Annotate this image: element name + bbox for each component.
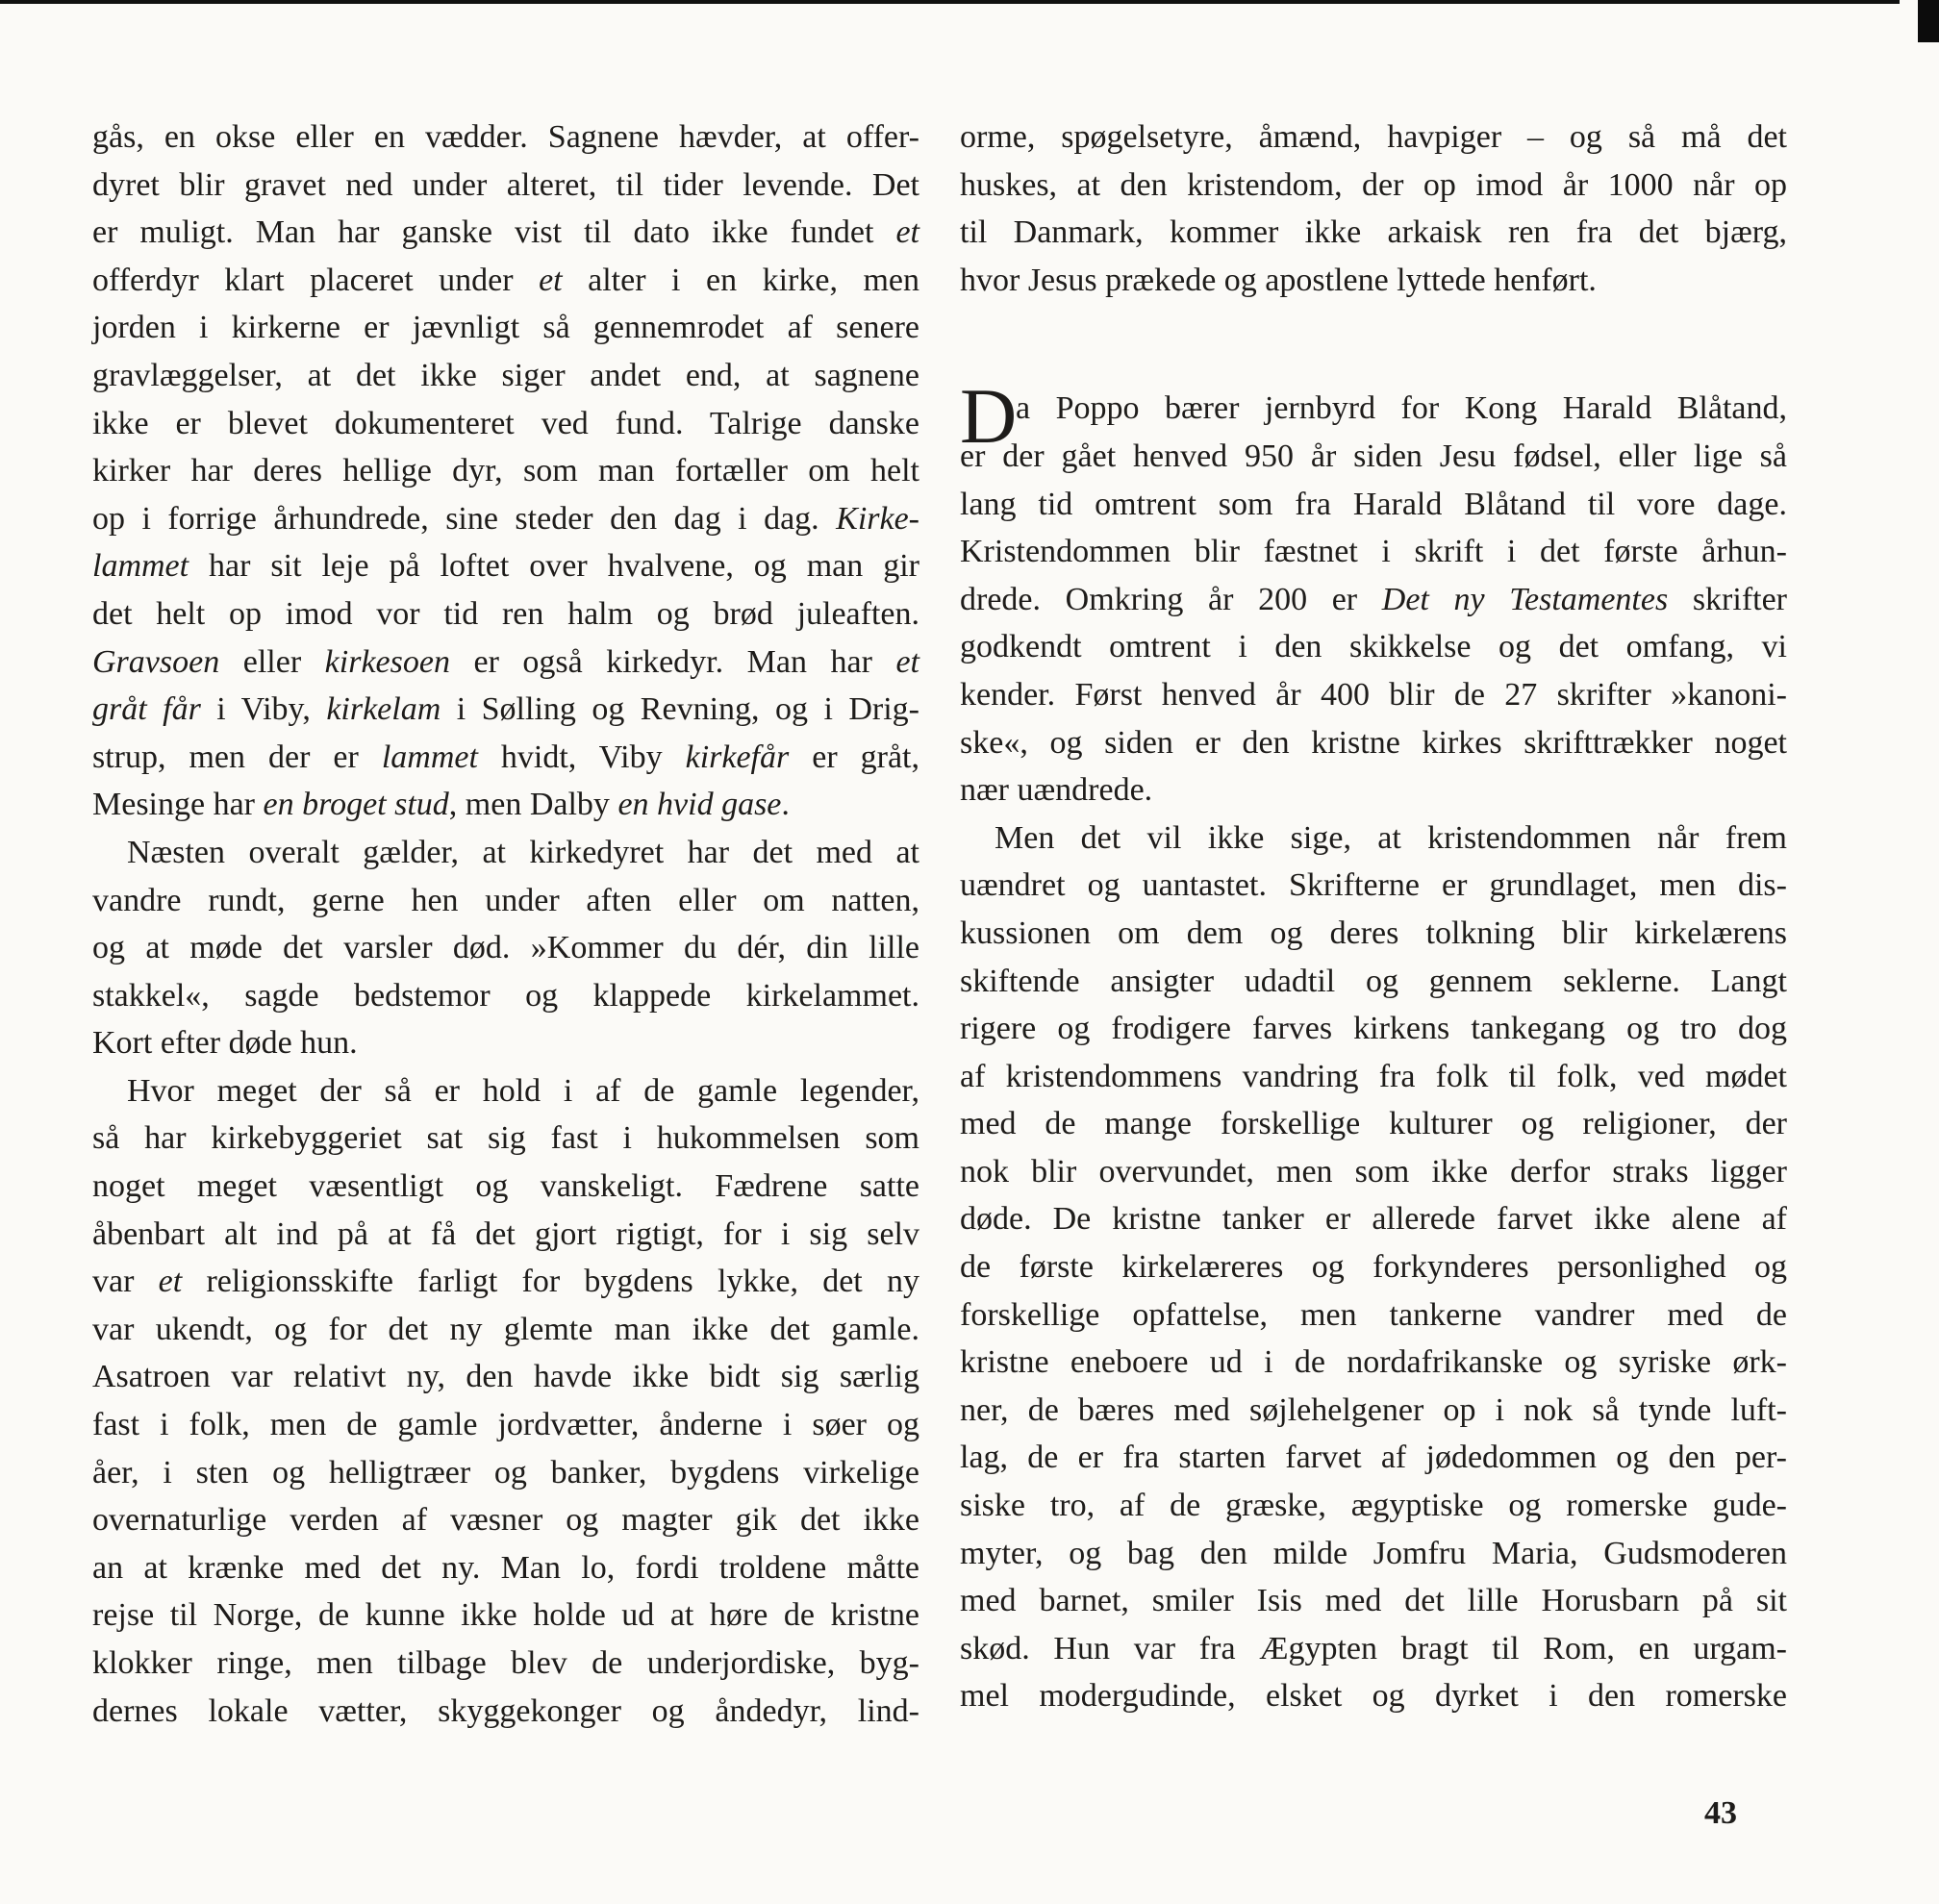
text-line: lammet har sit leje på loftet over hvalvene, og man gir: [92, 548, 919, 585]
paragraph-1: [960, 113, 1787, 304]
text-line: huskes, at den kristendom, der op imod år 1000 når op: [960, 166, 1787, 203]
text-line: godkendt omtrent i den skikkelse og det omfang, vi: [960, 629, 1787, 665]
text-line: mel modergudinde, elsket og dyrket i den romerske: [960, 1678, 1787, 1715]
text-line: a Poppo bærer jernbyrd for Kong Harald Blåtand,: [1016, 390, 1787, 427]
text-line: skød. Hun var fra Ægypten bragt til Rom, en urgam-: [960, 1630, 1787, 1666]
text-line: klokker ringe, men tilbage blev de underjordiske, byg-: [92, 1645, 919, 1681]
text-line: jorden i kirkerne er jævnligt så gennemrodet af senere: [92, 310, 919, 346]
text-line: forskellige opfattelse, men tankerne vandrer med de: [960, 1296, 1787, 1333]
text-line: offerdyr klart placeret under et alter i en kirke, men: [92, 262, 919, 298]
text-line: drede. Omkring år 200 er Det ny Testamentes skrifter: [960, 581, 1787, 617]
text-line: dernes lokale vætter, skyggekonger og åndedyr, lind-: [92, 1692, 919, 1729]
top-border-rule: [0, 0, 1900, 4]
text-line: åbenbart alt ind på at få det gjort rigtigt, for i sig selv: [92, 1215, 919, 1252]
text-line: det helt op imod vor tid ren halm og brød juleaften.: [92, 595, 919, 632]
text-line: Asatroen var relativt ny, den havde ikke bidt sig særlig: [92, 1359, 919, 1395]
text-line: noget meget væsentligt og vanskeligt. Fædrene satte: [92, 1168, 919, 1205]
text-line: op i forrige århundrede, sine steder den dag i dag. Kirke-: [92, 500, 919, 537]
text-line: er der gået henved 950 år siden Jesu fødsel, eller lige så: [960, 438, 1787, 474]
text-line: gås, en okse eller en vædder. Sagnene hævder, at offer-: [92, 119, 919, 155]
text-line: dyret blir gravet ned under alteret, til tider levende. Det: [92, 166, 919, 203]
text-line: gråt får i Viby, kirkelam i Sølling og Revning, og i Drig-: [92, 691, 920, 728]
text-line: lag, de er fra starten farvet af jødedommen og den per-: [960, 1440, 1787, 1476]
text-line: med de mange forskellige kulturer og religioner, der: [960, 1106, 1787, 1142]
paragraph-2: [960, 385, 1787, 814]
text-line: uændret og uantastet. Skrifterne er grundlaget, men dis-: [960, 867, 1787, 904]
text-line: skiftende ansigter udadtil og gennem seklerne. Langt: [960, 963, 1787, 999]
text-line: kender. Først henved år 400 blir de 27 skrifter »kanoni-: [960, 676, 1787, 713]
text-line: lang tid omtrent som fra Harald Blåtand til vore dage.: [960, 486, 1787, 522]
text-line: de første kirkelæreres og forkynderes personlighed og: [960, 1249, 1787, 1286]
text-line: så har kirkebyggeriet sat sig fast i hukommelsen som: [92, 1120, 919, 1157]
text-line: strup, men der er lammet hvidt, Viby kirkefår er gråt,: [92, 739, 919, 775]
page-number: 43: [1704, 1795, 1737, 1831]
text-line: ikke er blevet dokumenteret ved fund. Talrige danske: [92, 405, 919, 441]
drop-cap-paragraph: [960, 372, 1787, 814]
text-line: orme, spøgelsetyre, åmænd, havpiger – og så må det: [960, 119, 1787, 155]
left-text-column: [92, 113, 919, 1735]
text-line: rejse til Norge, de kunne ikke holde ud at høre de kristne: [92, 1597, 919, 1634]
text-line: siske tro, af de græske, ægyptiske og romerske gude-: [960, 1488, 1787, 1524]
text-line: Næsten overalt gælder, at kirkedyret har det med at: [127, 834, 919, 870]
text-line: stakkel«, sagde bedstemor og klappede kirkelammet.: [92, 977, 919, 1014]
corner-crop-mark: [1918, 0, 1939, 42]
text-line: Men det vil ikke sige, at kristendommen når frem: [995, 819, 1787, 856]
text-line: Gravsoen eller kirkesoen er også kirkedyr. Man har et: [92, 643, 919, 680]
text-line: døde. De kristne tanker er allerede farvet ikke alene af: [960, 1201, 1787, 1238]
text-line: åer, i sten og helligtræer og banker, bygdens virkelige: [92, 1454, 919, 1491]
text-line: fast i folk, men de gamle jordvætter, ånderne i søer og: [92, 1407, 919, 1443]
text-line: kussionen om dem og deres tolkning blir kirkelærens: [960, 914, 1787, 951]
text-line: til Danmark, kommer ikke arkaisk ren fra det bjærg,: [960, 214, 1787, 251]
text-line: og at møde det varsler død. »Kommer du dér, din lille: [92, 930, 919, 966]
text-line: er muligt. Man har ganske vist til dato ikke fundet et: [92, 214, 919, 251]
text-line: Kort efter døde hun.: [92, 1025, 358, 1062]
text-line: ner, de bæres med søjlehelgener op i nok så tynde luft-: [960, 1391, 1787, 1428]
text-line: vandre rundt, gerne hen under aften eller om natten,: [92, 882, 919, 918]
text-line: an at krænke med det ny. Man lo, fordi troldene måtte: [92, 1549, 919, 1586]
text-line: ske«, og siden er den kristne kirkes skrifttrækker noget: [960, 724, 1787, 761]
section-gap: [960, 304, 1787, 385]
text-line: Hvor meget der så er hold i af de gamle legender,: [127, 1072, 919, 1109]
text-line: overnaturlige verden af væsner og magter gik det ikke: [92, 1502, 919, 1539]
text-line: med barnet, smiler Isis med det lille Horusbarn på sit: [960, 1583, 1787, 1619]
text-line: Kristendommen blir fæstnet i skrift i det første århun-: [960, 534, 1787, 570]
text-line: myter, og bag den milde Jomfru Maria, Gudsmoderen: [960, 1535, 1787, 1571]
right-text-column: [960, 113, 1787, 1720]
paragraph-3: [960, 814, 1787, 1720]
text-line: Mesinge har en broget stud, men Dalby en hvid gase.: [92, 787, 790, 823]
text-line: gravlæggelser, at det ikke siger andet end, at sagnene: [92, 357, 919, 393]
text-line: hvor Jesus prækede og apostlene lyttede henført.: [960, 262, 1597, 298]
text-line: rigere og frodigere farves kirkens tankegang og tro dog: [960, 1011, 1787, 1047]
text-line: af kristendommens vandring fra folk til folk, ved mødet: [960, 1058, 1787, 1094]
text-line: var et religionsskifte farligt for bygdens lykke, det ny: [92, 1264, 919, 1300]
text-line: nær uændrede.: [960, 772, 1153, 809]
text-line: nok blir overvundet, men som ikke derfor straks ligger: [960, 1153, 1787, 1190]
text-line: kirker har deres hellige dyr, som man fortæller om helt: [92, 453, 919, 489]
drop-cap-letter: D: [960, 372, 1018, 461]
text-line: kristne eneboere ud i de nordafrikanske og syriske ørk-: [960, 1344, 1787, 1381]
text-line: var ukendt, og for det ny glemte man ikke det gamle.: [92, 1311, 919, 1347]
